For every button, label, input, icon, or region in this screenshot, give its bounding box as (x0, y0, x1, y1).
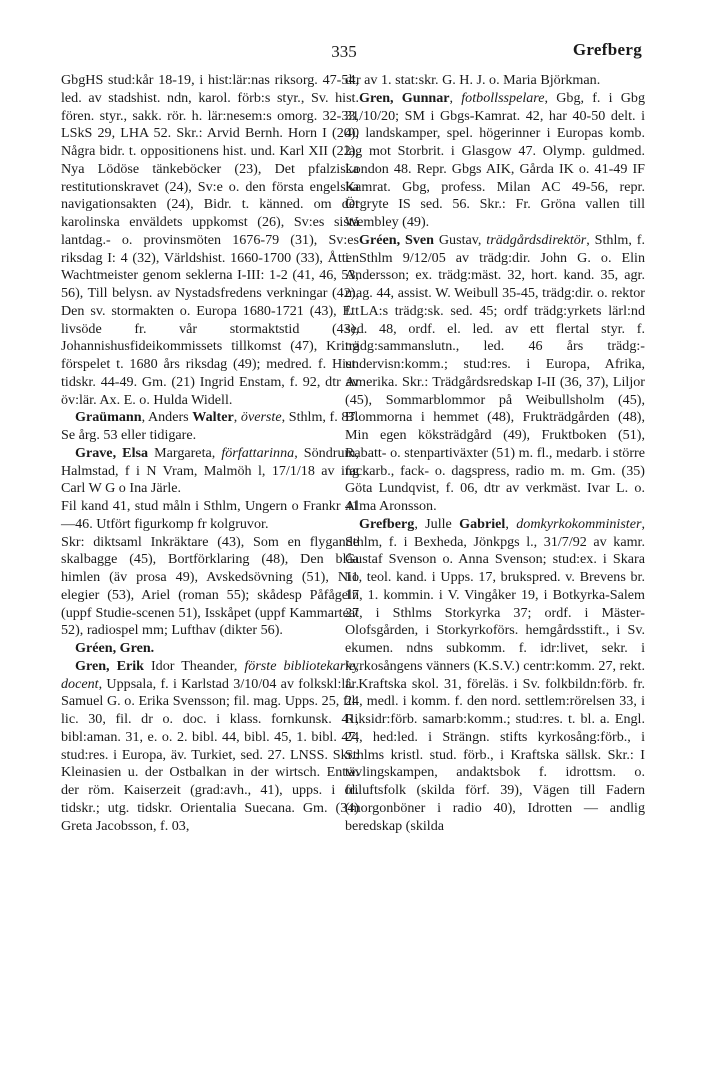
entry-occupation: domkyrkokomminister (516, 515, 642, 532)
entry-headword: Gren, Gunnar (359, 89, 450, 106)
entry-paragraph (61, 640, 359, 658)
entry-text: , Sthlm, f. 87. Se årg. 53 eller tidigare. (61, 409, 359, 443)
entry-text: Fil kand 41, stud måln i Sthlm, Ungern o Frankr 41—46. Utfört figurkomp fr kolgruvor. (61, 498, 359, 532)
right-column (345, 72, 645, 835)
entry-text: , Julle (414, 515, 460, 532)
entry-callname: Gabriel (459, 515, 506, 532)
entry-text: , Gbg, f. i Gbg 31/10/20; SM i Gbgs-Kamrat. 42, har 40-50 delt. i 40 landskamper, spel. högerinner i Europas komb. lag mot Storbrit. i Glasgow 47. Olymp. guldmed. London 48. Repr. Gbgs AIK, Gårda IK o. 41-49 IF Kamrat. Gbg, profess. Milan AC 49-56, repr. Örgryte IS sed. 56. Skr.: Fr. Gröna vallen till Wembley (49). (345, 89, 645, 230)
entry-paragraph (345, 90, 645, 232)
entry-text: , Sthlm, f. i Bexheda, Jönkpgs l., 31/7/92 av kamr. Gustaf Svenson o. Anna Svenson; stud:ex. i Skara 11, teol. kand. i Upps. 17, brukspred. v. Brevens br. 17, 1. kommin. i V. Vingåker 19, i Botkyrka-Salem 27, i Sthlms Storkyrka 37; ordf. i Mäster-Olofsgården, i Storkyrkoförs. hemgårdsstift., i Sv. ekumen. ndns subkomm. f. idr:livet, sekr. i kyrkosångens vänners (K.S.V.) centr:komm. 27, rekt. f. Kraftska skol. 31, föreläs. i Sv. folkbildn:förb. fr. 24, medl. i komm. f. den nord. settlem:rörelsen 33, i Riksidr:förb. samarb:komm.; stud:res. t. bl. a. Engl. 24, hed:led. i Strängn. stifts kyrkosång:förb., i Sthlms kristl. stud. förb., i Kraftska sällsk. Skr.: I tävlingskampen, andaktsbok f. idrottsm. o. friluftsfolk (skilda förf. 39), Vägen till Fadern (morgonböner i radio 40), Idrotten — andlig beredskap (skilda (345, 515, 645, 834)
entry-paragraph (61, 445, 359, 498)
text-paragraph (61, 72, 359, 409)
entry-text: Skr: diktsaml Inkräktare (43), Som en flygande skalbagge (45), Bortförklaring (48), Den blåa himlen (äv prosa 49), Avskedsövning (51), Nio elegier (53), Ariel (roman 55); skådesp Påfågeln (uppf Studie-scenen 51), Isskåpet (uppf Kammarteat 52), radiospel mm; Lufthav (dikter 56). (61, 533, 359, 639)
entry-occupation: författarinna (221, 444, 295, 461)
entry-occupation: fotbollsspelare (461, 89, 545, 106)
entry-text: Gustav, (433, 231, 487, 248)
entry-occupation: överste (240, 409, 282, 426)
entry-text: , Uppsala, f. i Karlstad 3/10/04 av folkskl:lär. Samuel G. o. Erika Svensson; fil. mag. Upps. 25, fil. lic. 30, fil. dr o. doc. i klass. fornkunsk. 41, bibl:aman. 31, e. o. 2. bibl. 44, bibl. 45, 1. bibl. 47, stud:res. i Europa, äv. Turkiet, sed. 27. LNSS. Skr.: Kleinasien u. der Ostbalkan in der wirtsch. Entw. der röm. Kaiserzeit (grad:avh., 41), upps. i ol. tidskr.; utg. tidskr. Orientalia Suecana. Gm. (34) Greta Jacobsson, f. 03, (61, 675, 359, 834)
entry-paragraph (61, 409, 359, 445)
entry-headword: Grefberg (359, 515, 415, 532)
entry-occupation: förste bibliotekarie, docent (61, 657, 359, 692)
text-paragraph (345, 72, 645, 90)
entry-headword: Gren, Erik (75, 657, 144, 674)
left-column (61, 72, 359, 835)
entry-text: Margareta, (148, 444, 222, 461)
text-paragraph (61, 498, 359, 534)
entry-paragraph (345, 516, 645, 836)
entry-callname: Walter (192, 409, 234, 426)
entry-headword: Graümann (75, 409, 142, 426)
entry-headword: Gréen, Gren. (75, 640, 155, 656)
entry-text: GbgHS stud:kår 18-19, i hist:lär:nas riksorg. 47-54, led. av stadshist. ndn, karol. förb:s styr., Sv. hist. fören. styr., sakk. rör. h. lär:nesem:s omorg. 32-33, LSkS 29, LHA 52. Skr.: Arvid Bernh. Horn I (20), Några bidr. t. oppositionens hist. und. Karl XII (22), Nya Lödöse tänkeböcker (23), Det pfalziska restitutionskravet (24), Sv:e o. den första engelska navigationsakten (24), Bidr. t. känned. om det karolinska enväldets uppkomst (26), Sv:es sista lantdag.- o. provinsmöten 1676-79 (31), Sv:es riksdag I: 4 (32), Världshist. 1660-1700 (33), Åtten Wachtmeister genom seklerna I-III: 1-2 (41, 46, 53, 56), Till belysn. av Nystadsfredens verkningar (42), Den sv. stormakten o. Europa 1680-1721 (43), Ett livsöde fr. vår stormaktstid (43), Johannishusfideikommissets tillkomst (47), Kring förspelet t. 1680 års riksdag (49); medred. f. Hist. tidskr. 44-49. Gm. (21) Ingrid Enstam, f. 92, dtr av öv:lär. Ax. E. o. Hulda Widell. (61, 72, 359, 408)
text-paragraph (61, 534, 359, 641)
entry-text: , Sthlm, f. i Sthlm 9/12/05 av trädg:dir. John G. o. Elin Andersson; ex. trädg:mäst. 32, hort. kand. 35, agr. mag. 44, assist. W. Weibull 35-45, trädg:dir. o. rektor f. LA:s trädg:sk. sed. 45; ordf trädg:yrkets lärl:nd sed. 48, ordf. el. led. av ett flertal styr. f. trädg:sammanslutn., led. 46 års trädg:-undervisn:komm.; stud:res. i Europa, Afrika, Amerika. Skr.: Trädgårdsredskap I-II (36, 37), Liljor (45), Sommarblommor på Weibullsholm (45), Blommorna i hemmet (48), Frukträdgården (48), Min egen köksträdgård (49), Fruktboken (51), Rabatt- o. stenpartiväxter (51) m. fl., medarb. i större fackarb., fack- o. dagspress, radio m. m. Gm. (35) Göta Lundqvist, f. 06, dtr av verkmäst. Ivar L. o. Alma Aronsson. (345, 231, 645, 514)
page-number: 335 (331, 42, 357, 61)
entry-text: , Anders (141, 409, 193, 426)
entry-paragraph (345, 232, 645, 516)
entry-headword: Gréen, Sven (359, 231, 434, 248)
entry-text: dtr av 1. stat:skr. G. H. J. o. Maria Björkman. (345, 72, 601, 88)
entry-headword: Grave, Elsa (75, 444, 149, 461)
running-head: Grefberg (572, 40, 642, 59)
entry-text: , (233, 409, 241, 426)
entry-text: , Söndrum, Halmstad, f i N Vram, Malmöh l, 17/1/18 av ing Carl W G o Ina Järle. (61, 444, 359, 497)
entry-text: , (505, 515, 517, 532)
entry-text: , (449, 89, 462, 106)
entry-text: Idor Theander, (143, 657, 245, 674)
entry-occupation: trädgårdsdirektör (486, 231, 587, 248)
entry-paragraph (61, 658, 359, 836)
